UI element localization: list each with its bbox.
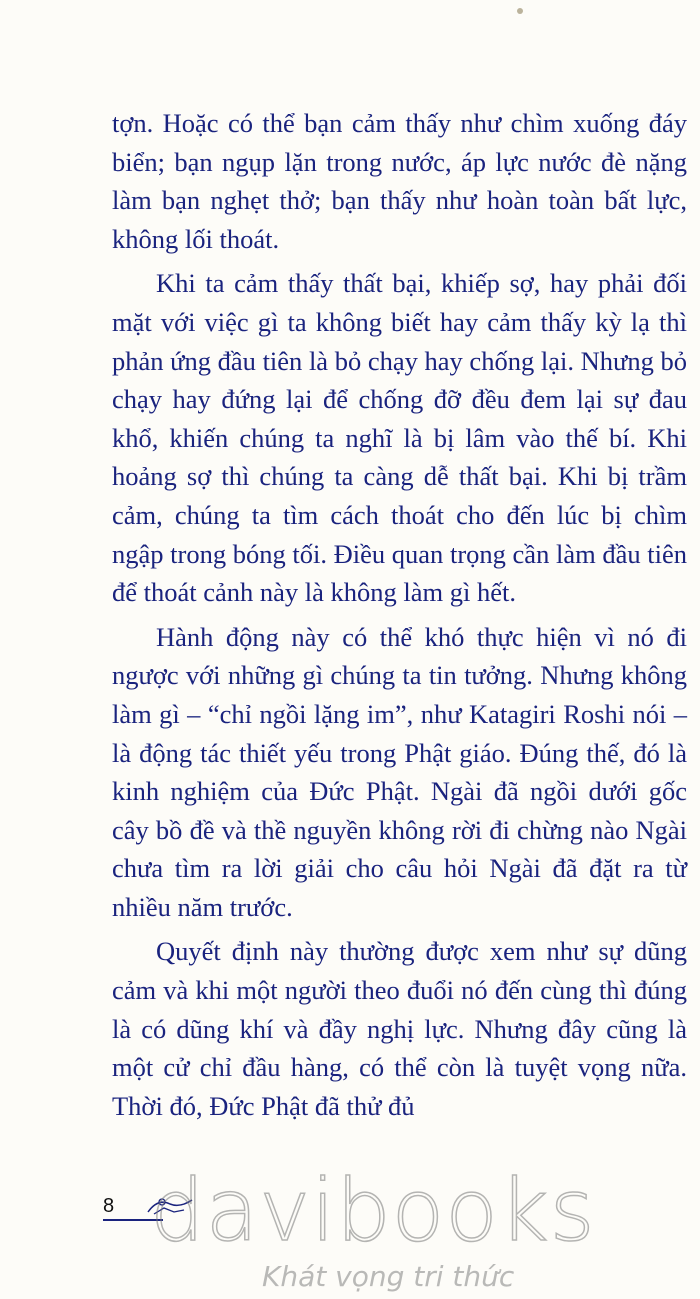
body-text	[112, 104, 687, 1125]
watermark-tagline: Khát vọng tri thức	[262, 1260, 515, 1293]
paragraph-1: tợn. Hoặc có thể bạn cảm thấy như chìm xuống đáy biển; bạn ngụp lặn trong nước, áp lực nước đè nặng làm bạn nghẹt thở; bạn thấy như hoàn toàn bất lực, không lối thoát.	[112, 108, 687, 254]
page-number: 8	[103, 1195, 115, 1217]
paper-speck	[517, 8, 523, 14]
paragraph-4: Quyết định này thường được xem như sự dũng cảm và khi một người theo đuổi nó đến cùng thì đúng là có dũng khí và đầy nghị lực. Nhưng đây cũng là một cử chỉ đầu hàng, có thể còn là tuyệt vọng nữa. Thời đó, Đức Phật đã thử đủ	[112, 936, 687, 1121]
paragraph-3: Hành động này có thể khó thực hiện vì nó đi ngược với những gì chúng ta tin tưởng. Nhưng không làm gì – “chỉ ngồi lặng im”, như Katagiri Roshi nói – là động tác thiết yếu trong Phật giáo. Đúng thế, đó là kinh nghiệm của Đức Phật. Ngài đã ngồi dưới gốc cây bồ đề và thề nguyền không rời đi chừng nào Ngài chưa tìm ra lời giải cho câu hỏi Ngài đã đặt ra từ nhiều năm trước.	[112, 621, 687, 922]
paragraph-2: Khi ta cảm thấy thất bại, khiếp sợ, hay phải đối mặt với việc gì ta không biết hay cảm thấy kỳ lạ thì phản ứng đầu tiên là bỏ chạy hay chống lại. Nhưng bỏ chạy hay đứng lại để chống đỡ đều đem lại sự đau khổ, khiến chúng ta nghĩ là bị lâm vào thế bí. Khi hoảng sợ thì chúng ta càng dễ thất bại. Khi bị trầm cảm, chúng ta tìm cách thoát cho đến lúc bị chìm ngập trong bóng tối. Điều quan trọng cần làm đầu tiên để thoát cảnh này là không làm gì hết.	[112, 268, 687, 608]
watermark-brand: davibooks	[150, 1161, 596, 1261]
